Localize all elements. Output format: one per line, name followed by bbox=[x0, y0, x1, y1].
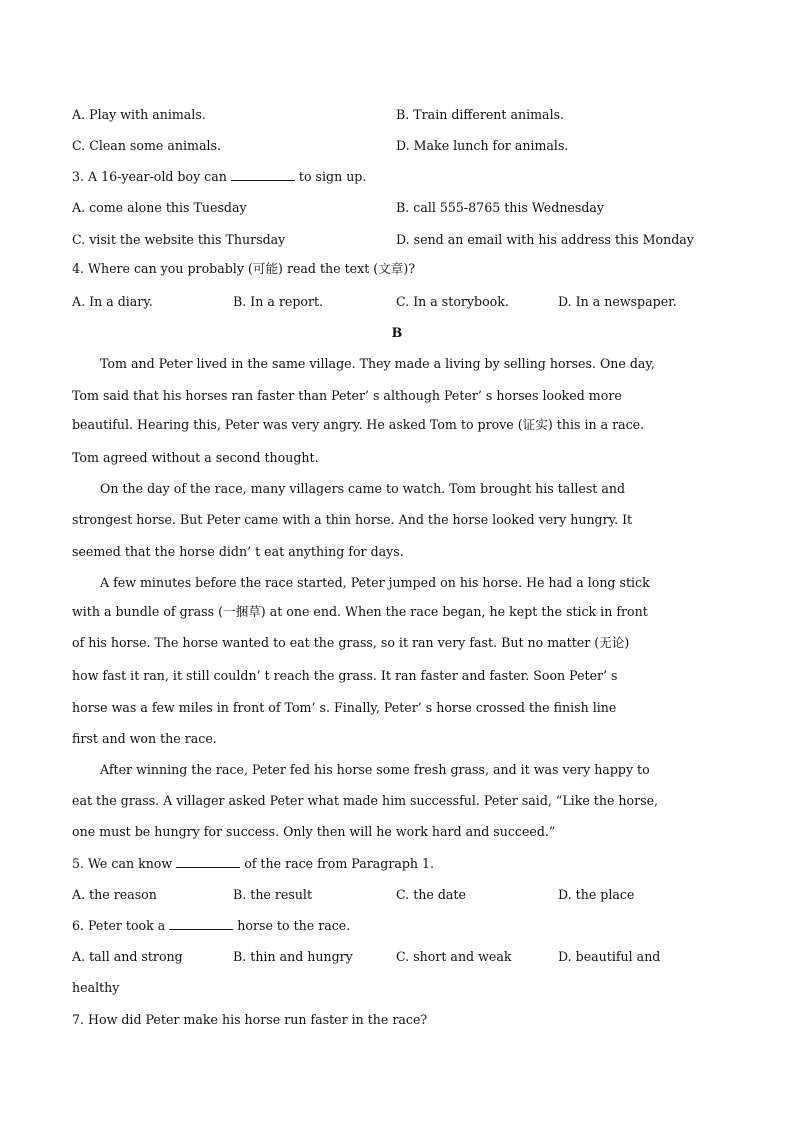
passage-line: one must be hungry for success. Only then will he work hard and succeed.” bbox=[72, 824, 556, 839]
q5-option-d: D. the place bbox=[558, 887, 635, 902]
q3-option-a: A. come alone this Tuesday bbox=[72, 200, 247, 215]
q6-stem bbox=[72, 919, 350, 933]
passage-line: strongest horse. But Peter came with a thin horse. And the horse looked very hungry. It bbox=[72, 512, 633, 527]
passage-line: A few minutes before the race started, Peter jumped on his horse. He had a long stick bbox=[100, 575, 650, 590]
passage-line: Tom and Peter lived in the same village. They made a living by selling horses. One day, bbox=[100, 356, 655, 371]
q3-option-c: C. visit the website this Thursday bbox=[72, 232, 286, 247]
q2-option-b: B. Train different animals. bbox=[396, 107, 565, 122]
q2-option-a: A. Play with animals. bbox=[72, 107, 206, 122]
q3-blank bbox=[231, 170, 295, 181]
q5-stem-post: of the race from Paragraph 1. bbox=[240, 856, 435, 871]
q2-option-c: C. Clean some animals. bbox=[72, 138, 221, 153]
q6-option-a: A. tall and strong bbox=[72, 949, 183, 964]
passage-line: with a bundle of grass (一捆草) at one end. When the race began, he kept the stick in front bbox=[72, 604, 648, 619]
passage-line: how fast it ran, it still couldn’ t reach the grass. It ran faster and faster. Soon Peter’ s bbox=[72, 668, 618, 683]
q5-blank bbox=[176, 857, 240, 868]
q6-blank bbox=[169, 919, 233, 930]
q3-stem-pre: 3. A 16-year-old boy can bbox=[72, 169, 231, 184]
q6-stem-post: horse to the race. bbox=[233, 918, 351, 933]
passage-line: horse was a few miles in front of Tom’ s. Finally, Peter’ s horse crossed the finish line bbox=[72, 700, 617, 715]
q6-option-d-continued: healthy bbox=[72, 980, 120, 995]
q5-option-a: A. the reason bbox=[72, 887, 157, 902]
q4-option-a: A. In a diary. bbox=[72, 294, 153, 309]
passage-line: first and won the race. bbox=[72, 731, 217, 746]
passage-line: beautiful. Hearing this, Peter was very angry. He asked Tom to prove (证实) this in a race. bbox=[72, 417, 645, 432]
q4-stem: 4. Where can you probably (可能) read the text (文章)? bbox=[72, 261, 416, 276]
passage-line: Tom agreed without a second thought. bbox=[72, 450, 319, 465]
q5-option-c: C. the date bbox=[396, 887, 466, 902]
q2-option-d: D. Make lunch for animals. bbox=[396, 138, 569, 153]
q3-stem bbox=[72, 170, 366, 184]
passage-line: Tom said that his horses ran faster than Peter’ s although Peter’ s horses looked more bbox=[72, 388, 622, 403]
q3-option-d: D. send an email with his address this Monday bbox=[396, 232, 694, 247]
q4-option-c: C. In a storybook. bbox=[396, 294, 509, 309]
q6-option-c: C. short and weak bbox=[396, 949, 512, 964]
passage-line: seemed that the horse didn’ t eat anything for days. bbox=[72, 544, 404, 559]
q5-option-b: B. the result bbox=[233, 887, 313, 902]
q6-option-b: B. thin and hungry bbox=[233, 949, 353, 964]
q4-option-b: B. In a report. bbox=[233, 294, 324, 309]
passage-line: eat the grass. A villager asked Peter what made him successful. Peter said, “Like the horse, bbox=[72, 793, 659, 808]
q6-option-d: D. beautiful and bbox=[558, 949, 661, 964]
q7-stem: 7. How did Peter make his horse run faster in the race? bbox=[72, 1012, 428, 1027]
q5-stem bbox=[72, 857, 434, 871]
passage-line: On the day of the race, many villagers came to watch. Tom brought his tallest and bbox=[100, 481, 626, 496]
q3-option-b: B. call 555-8765 this Wednesday bbox=[396, 200, 605, 215]
q4-option-d: D. In a newspaper. bbox=[558, 294, 677, 309]
q5-stem-pre: 5. We can know bbox=[72, 856, 177, 871]
passage-line: After winning the race, Peter fed his horse some fresh grass, and it was very happy to bbox=[100, 762, 650, 777]
passage-line: of his horse. The horse wanted to eat the grass, so it ran very fast. But no matter (无论) bbox=[72, 635, 630, 650]
q6-stem-pre: 6. Peter took a bbox=[72, 918, 170, 933]
section-title: B bbox=[391, 325, 403, 340]
q3-stem-post: to sign up. bbox=[294, 169, 367, 184]
